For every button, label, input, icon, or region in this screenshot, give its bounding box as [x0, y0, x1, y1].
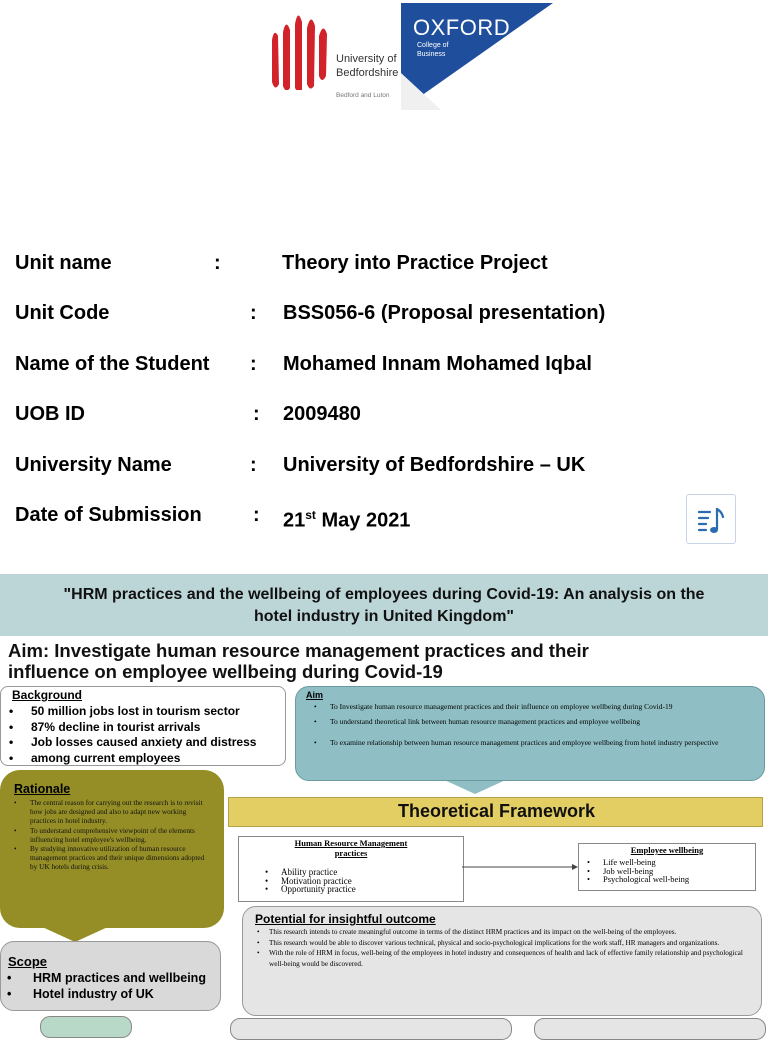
background-box [0, 686, 286, 766]
info-value: 2009480 [283, 403, 361, 425]
info-value: 21st May 2021 [283, 508, 411, 532]
music-note-list-icon [687, 495, 735, 543]
list-item: • Opportunity practice [261, 885, 356, 894]
info-colon: : [250, 454, 257, 476]
aim-box [295, 686, 765, 781]
scope-box [0, 941, 221, 1011]
poster-title-band [0, 574, 768, 636]
rationale-box [0, 770, 224, 928]
list-item: • 87% decline in tourist arrivals [9, 720, 256, 736]
employee-wellbeing-list [583, 858, 689, 884]
list-item: • Psychological well-being [583, 875, 689, 884]
scope-heading: Scope [8, 954, 48, 969]
potential-heading: Potential for insightful outcome [255, 912, 436, 926]
aim-box-heading: Aim [306, 690, 324, 700]
list-item: • To Investigate human resource management practices and their influence on employee wellbeing during Covid-19 [310, 701, 756, 713]
info-colon: : [250, 353, 257, 375]
info-label: Name of the Student [15, 353, 210, 375]
aim-heading: Aim: Investigate human resource management practices and their influence on employee wellbeing during Covid-19 [8, 640, 589, 682]
theoretical-framework-title: Theoretical Framework [397, 801, 596, 821]
music-button[interactable] [686, 494, 736, 544]
info-value: Theory into Practice Project [282, 252, 548, 274]
framework-connector-arrow [462, 862, 578, 872]
list-item: • By studying innovative utilization of human resource management practices and their unique dimensions adopted by UK hotels during crisis. [10, 844, 210, 872]
partial-box-right [534, 1018, 766, 1040]
info-label: University Name [15, 454, 172, 476]
university-of-bedfordshire-logo [270, 8, 400, 104]
partial-box-left [40, 1016, 132, 1038]
list-item: • Life well-being [583, 858, 689, 867]
list-item: • among current employees [9, 751, 256, 767]
oxford-college-logo [401, 3, 553, 110]
list-item: • The central reason for carrying out the research is to revisit how jobs are designed and also to adapt new working practices in hotel industry. [10, 798, 210, 826]
list-item: • HRM practices and wellbeing [7, 970, 206, 986]
list-item: • Job well-being [583, 867, 689, 876]
list-item: • To understand theoretical link between human resource management practices and employee wellbeing [310, 716, 756, 728]
list-item: • Hotel industry of UK [7, 986, 206, 1002]
info-label: Unit Code [15, 302, 110, 324]
theoretical-framework-bar [228, 797, 763, 827]
hrm-list [261, 868, 356, 894]
list-item: • 50 million jobs lost in tourism sector [9, 704, 256, 720]
list-item: • To understand comprehensive viewpoint of the elements influencing hotel employee's wellbeing. [10, 826, 210, 844]
info-value: BSS056-6 (Proposal presentation) [283, 302, 606, 324]
background-list [9, 704, 256, 766]
info-colon: : [253, 504, 260, 526]
list-item: • This research intends to create meaningful outcome in terms of the distinct HRM practices and its impact on the well-being of the employees. [255, 927, 755, 938]
list-item: • Job losses caused anxiety and distress [9, 735, 256, 751]
uob-subtitle: Bedford and Luton [336, 92, 390, 99]
rationale-list [10, 798, 210, 872]
oxford-subtitle: College of Business [417, 42, 449, 58]
scope-list [7, 970, 206, 1002]
list-item: • To examine relationship between human resource management practices and employee wellbeing from hotel industry perspective [310, 734, 756, 751]
info-colon: : [253, 403, 260, 425]
aim-list [310, 701, 756, 751]
poster-title: "HRM practices and the wellbeing of employees during Covid-19: An analysis on the hotel industry in United Kingdom" [63, 586, 705, 625]
info-value: University of Bedfordshire – UK [283, 454, 586, 476]
employee-wellbeing-heading: Employee wellbeing [630, 845, 704, 855]
potential-outcome-box [242, 906, 762, 1016]
rationale-box-arrow [40, 926, 110, 942]
info-label: Unit name [15, 252, 112, 274]
oxford-wordmark: OXFORD [413, 15, 511, 40]
list-item: • Motivation practice [261, 877, 356, 886]
info-colon: : [250, 302, 257, 324]
employee-wellbeing-box [578, 843, 756, 891]
rationale-heading: Rationale [14, 782, 71, 796]
info-value: Mohamed Innam Mohamed Iqbal [283, 353, 592, 375]
hrm-heading: Human Resource Management practices [294, 838, 408, 858]
partial-box-middle [230, 1018, 512, 1040]
list-item: • Ability practice [261, 868, 356, 877]
info-colon: : [214, 252, 221, 274]
background-heading: Background [12, 688, 83, 702]
list-item: • This research would be able to discover various technical, physical and socio-psychological implications for the work staff, HR managers and organizations. [255, 938, 755, 949]
potential-list [255, 927, 755, 969]
uob-emblem-icon [270, 10, 334, 90]
info-label: Date of Submission [15, 504, 202, 526]
uob-wordmark: University of Bedfordshire [336, 53, 399, 79]
list-item: • With the role of HRM in focus, well-being of the employees in hotel industry and consequences of health and lack of effective family relationship and psychological well-being would be discovered. [255, 948, 755, 969]
hrm-practices-box [238, 836, 464, 902]
info-label: UOB ID [15, 403, 85, 425]
